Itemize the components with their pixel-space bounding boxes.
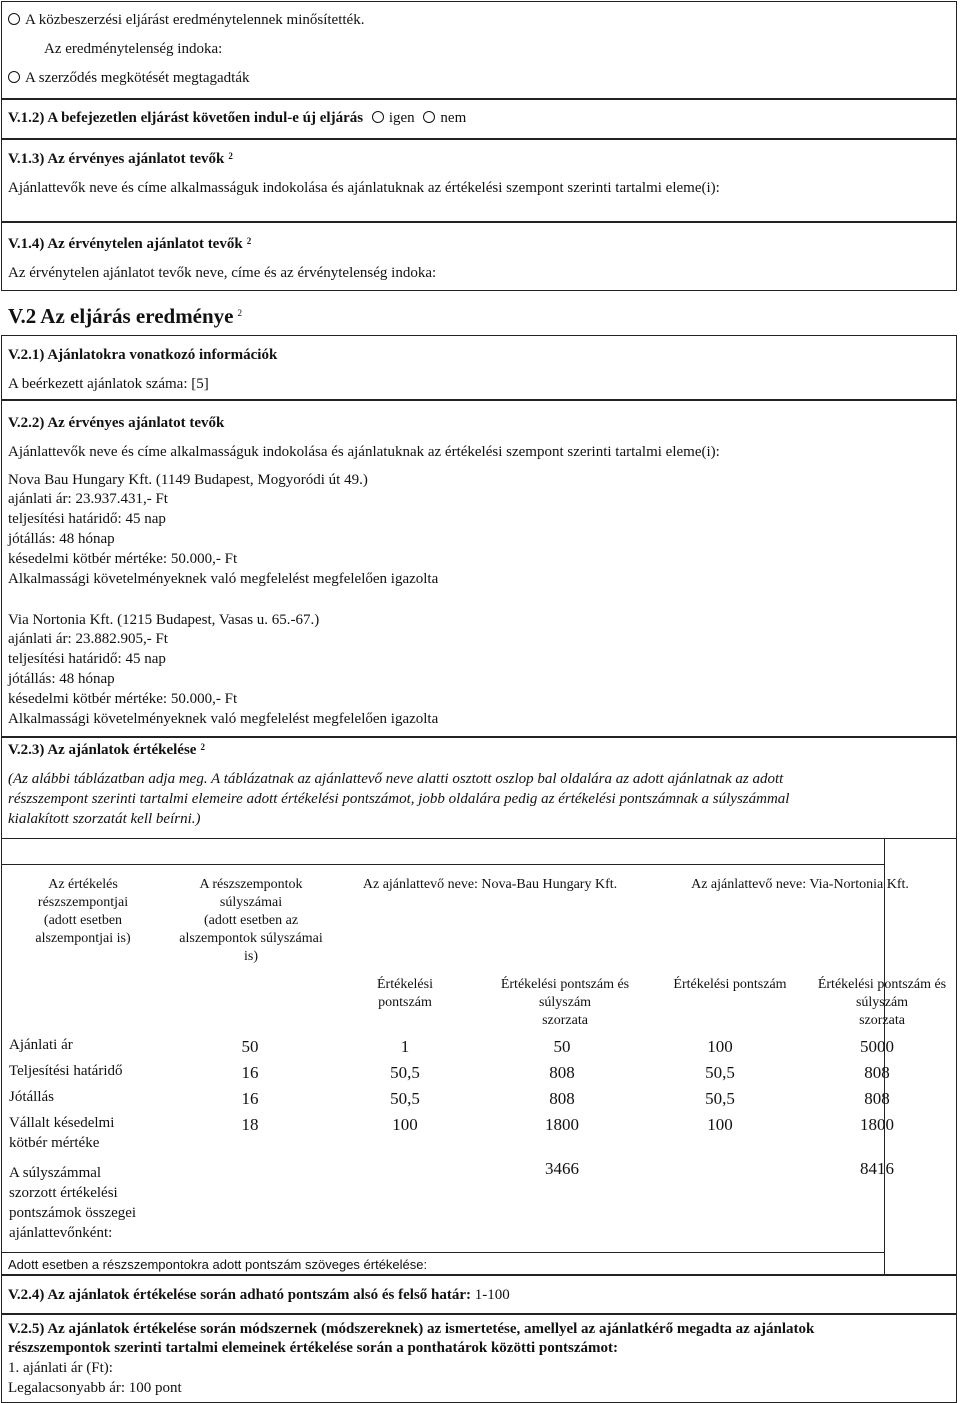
col-weight-header: A részszempontok súlyszámai (adott esetben az alszempontok súlyszámai is) [179, 877, 323, 964]
row-weight: 16 [241, 1089, 259, 1108]
bidder1-line: késedelmi kötbér mértéke: 50.000,- Ft [8, 551, 238, 567]
radio-circle-icon[interactable] [8, 71, 20, 83]
bidder1-score-header: Értékelési pontszám [377, 977, 433, 1010]
bidder2-line: ajánlati ár: 23.882.905,- Ft [8, 631, 168, 647]
v23-title: V.2.3) Az ajánlatok értékelése $^2$ [8, 742, 205, 758]
row-label: Ajánlati ár [9, 1037, 73, 1053]
table-divider [884, 838, 885, 864]
row-score-bidder2: 50,5 [705, 1063, 735, 1082]
v22-title: V.2.2) Az érvényes ajánlatot tevők [8, 415, 225, 431]
bidder2-name-header: Az ajánlattevő neve: Via-Nortonia Kft. [691, 877, 909, 892]
bidder2-product-header: Értékelési pontszám és súlyszám szorzata [817, 977, 947, 1028]
bidder2-line: teljesítési határidő: 45 nap [8, 651, 166, 667]
v14-title: V.1.4) Az érvénytelen ajánlatot tevők $^2$ [8, 236, 252, 252]
bidder1-line: ajánlati ár: 23.937.431,- Ft [8, 491, 168, 507]
bidder1-line: jótállás: 48 hónap [8, 531, 115, 547]
col-criteria-header: Az értékelés részszempontjai (adott esetben alszempontjai is) [35, 877, 131, 946]
row-product-bidder1: 50 [553, 1037, 571, 1056]
row-score-bidder2: 100 [707, 1115, 733, 1134]
option-unsuccessful: A közbeszerzési eljárást eredménytelennek minősítették. [8, 11, 364, 29]
v21-title: V.2.1) Ajánlatokra vonatkozó információk [8, 347, 278, 363]
v2-heading: V.2 Az eljárás eredménye $^2$ [8, 304, 243, 328]
row-product-bidder2: 1800 [860, 1115, 894, 1134]
row-label: Teljesítési határidő [9, 1063, 123, 1079]
v13-desc: Ajánlattevők neve és címe alkalmasságuk indokolása és ajánlatuknak az értékelési szempont szerinti tartalmi eleme(i): [8, 180, 720, 196]
bidder2-score-header: Értékelési pontszám [673, 977, 787, 992]
radio-no-icon[interactable] [423, 111, 435, 123]
sum-bidder2: 8416 [860, 1159, 894, 1178]
table-divider [1, 1252, 885, 1253]
row-product-bidder1: 1800 [545, 1115, 579, 1134]
table-footnote: Adott esetben a részszempontokra adott pontszám szöveges értékelése: [8, 1257, 428, 1272]
row-label: Vállalt késedelmi kötbér mértéke [9, 1115, 115, 1151]
row-product-bidder2: 808 [864, 1063, 890, 1082]
bidder1-line: Nova Bau Hungary Kft. (1149 Budapest, Mogyoródi út 49.) [8, 472, 368, 488]
v13-title: V.1.3) Az érvényes ajánlatot tevők $^2$ [8, 151, 233, 167]
bidder2-line: Alkalmassági követelményeknek való megfelelést megfelelően igazolta [8, 711, 439, 727]
option-contract-refused: A szerződés megkötését megtagadták [8, 69, 250, 87]
bidder1-name-header: Az ajánlattevő neve: Nova-Bau Hungary Kft. [362, 877, 618, 892]
v25-title-line: V.2.5) Az ajánlatok értékelése során módszernek (módszereknek) az ismertetése, amellyel az ajánlatkérő megadta az ajánlatok [8, 1321, 815, 1337]
v23-note-line: (Az alábbi táblázatban adja meg. A táblázatnak az ajánlattevő neve alatti osztott oszlop bal oldalára az adott ajánlatnak az adott [8, 771, 784, 787]
bidder1-product-header: Értékelési pontszám és súlyszám szorzata [500, 977, 630, 1028]
v25-text-line: 1. ajánlati ár (Ft): [8, 1360, 113, 1376]
row-label: Jótállás [9, 1089, 54, 1105]
v25-text-line: Legalacsonyabb ár: 100 pont [8, 1380, 182, 1396]
row-product-bidder1: 808 [549, 1063, 575, 1082]
row-score-bidder2: 100 [707, 1037, 733, 1056]
row-product-bidder1: 808 [549, 1089, 575, 1108]
row-score-bidder1: 1 [400, 1037, 410, 1056]
v23-note-line: kialakított szorzatát kell beírni.) [8, 811, 201, 827]
row-weight: 50 [241, 1037, 259, 1056]
table-divider [1, 864, 885, 865]
radio-circle-icon[interactable] [8, 13, 20, 25]
v22-desc: Ajánlattevők neve és címe alkalmasságuk indokolása és ajánlatuknak az értékelési szempont szerinti tartalmi eleme(i): [8, 444, 720, 460]
row-score-bidder1: 50,5 [390, 1089, 420, 1108]
row-score-bidder2: 50,5 [705, 1089, 735, 1108]
sum-row-label: A súlyszámmal szorzott értékelési pontszámok összegei ajánlattevőnként: [9, 1165, 137, 1241]
row-weight: 18 [241, 1115, 259, 1134]
row-score-bidder1: 100 [392, 1115, 418, 1134]
bidder1-line: Alkalmassági követelményeknek való megfelelést megfelelően igazolta [8, 571, 439, 587]
v12-question: V.1.2) A befejezetlen eljárást követően indul-e új eljárás igen nem [8, 110, 467, 126]
sum-bidder1: 3466 [545, 1159, 579, 1178]
row-score-bidder1: 50,5 [390, 1063, 420, 1082]
v21-count: A beérkezett ajánlatok száma: [5] [8, 376, 209, 392]
v25-title-line: részszempontok szerinti tartalmi elemeinek értékelése során a ponthatárok közötti pontszámot: [8, 1340, 619, 1356]
row-product-bidder2: 808 [864, 1089, 890, 1108]
bidder2-line: Via Nortonia Kft. (1215 Budapest, Vasas u. 65.-67.) [8, 612, 320, 628]
radio-yes-icon[interactable] [372, 111, 384, 123]
v23-note-line: részszempont szerinti tartalmi elemeire adott értékelési pontszámot, jobb oldalára pedig az értékelési pontszámnak a súlyszámmal [8, 791, 790, 807]
table-divider [1, 838, 957, 839]
bidder2-line: késedelmi kötbér mértéke: 50.000,- Ft [8, 691, 238, 707]
v14-desc: Az érvénytelen ajánlatot tevők neve, címe és az érvénytelenség indoka: [8, 265, 437, 281]
bidder2-line: jótállás: 48 hónap [8, 671, 115, 687]
bidder1-line: teljesítési határidő: 45 nap [8, 511, 166, 527]
row-product-bidder2: 5000 [860, 1037, 894, 1056]
reason-label: Az eredménytelenség indoka: [44, 41, 223, 57]
row-weight: 16 [241, 1063, 259, 1082]
v24-line: V.2.4) Az ajánlatok értékelése során adható pontszám alsó és felső határ: 1-100 [8, 1287, 510, 1303]
